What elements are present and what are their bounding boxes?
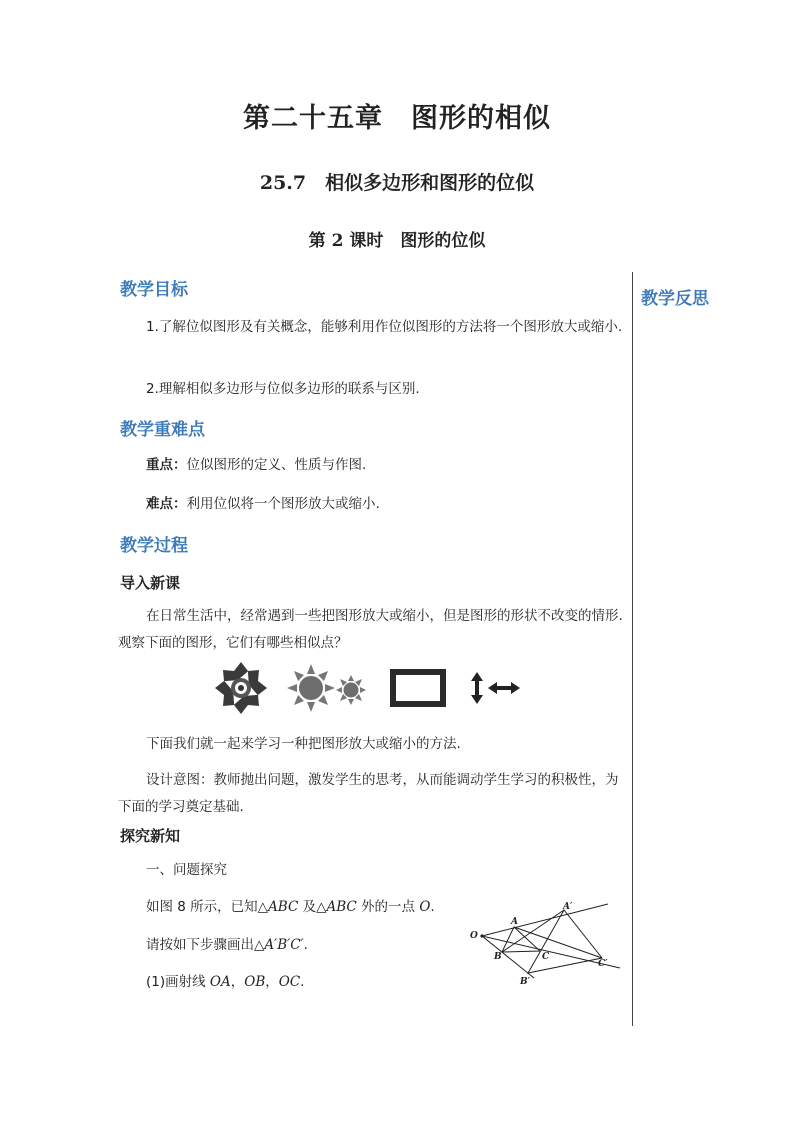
- text-part: 如图 8 所示，已知△: [146, 899, 269, 915]
- design-paragraph: 设计意图：教师抛出问题，激发学生的思考，从而能调动学生学习的积极性，为下面的学习奠定基础.: [118, 772, 619, 815]
- triangle-a2b2c2: [528, 910, 602, 973]
- sidebar-heading: 教学反思: [641, 289, 709, 309]
- key-point-label: 重点：: [146, 457, 187, 473]
- ray-name: OB: [244, 974, 266, 990]
- difficult-point: [118, 491, 624, 518]
- intro-heading: 导入新课: [120, 574, 181, 592]
- text-part: ，: [230, 974, 245, 990]
- sun-large-icon: [287, 664, 335, 712]
- vertical-arrow-icon: [471, 672, 483, 704]
- text-part: 请按如下步骤画出△: [146, 937, 265, 953]
- sun-small-icon: [336, 675, 366, 705]
- text-part: 外的一点: [356, 899, 420, 915]
- triangle-name: ABC: [326, 899, 357, 915]
- text-part: .: [300, 974, 305, 990]
- column-divider: [632, 272, 633, 1026]
- objective-item-2: 2.理解相似多边形与位似多边形的联系与区别.: [146, 381, 420, 397]
- chapter-title: 第二十五章 图形的相似: [243, 103, 551, 134]
- ray-name: OC: [278, 974, 301, 990]
- label-b-prime: B′: [520, 977, 530, 987]
- method-paragraph: 下面我们就一起来学习一种把图形放大或缩小的方法.: [146, 736, 461, 752]
- step-1-text: [118, 969, 448, 996]
- objectives-heading: 教学目标: [120, 280, 188, 300]
- difficult-point-text: 利用位似将一个图形放大或缩小.: [186, 496, 380, 512]
- label-a: A: [511, 917, 518, 927]
- flower-star-icon: [215, 662, 267, 714]
- triangle-name: ABC: [268, 899, 299, 915]
- text-part: .: [430, 899, 435, 915]
- ray-name: OA: [209, 974, 231, 990]
- text-part: 及△: [298, 899, 327, 915]
- figure-intro-text: [118, 894, 448, 921]
- text-part: .: [303, 937, 308, 953]
- triangle-name: A′B′C′: [264, 937, 304, 953]
- objective-item-1: 1.了解位似图形及有关概念，能够利用作位似图形的方法将一个图形放大或缩小.: [146, 319, 623, 335]
- frame-rectangle-icon: [393, 672, 443, 704]
- key-point: [118, 452, 624, 479]
- keypoints-heading: 教学重难点: [120, 420, 205, 440]
- intro-paragraph: 在日常生活中，经常遇到一些把图形放大或缩小，但是图形的形状不改变的情形. 观察下面的图形，它们有哪些相似点？: [118, 608, 623, 651]
- label-o: O: [470, 931, 478, 941]
- horizontal-arrow-icon: [488, 682, 520, 694]
- text-part: ，: [265, 974, 279, 990]
- difficult-point-label: 难点：: [146, 496, 187, 512]
- label-c: C: [542, 952, 550, 962]
- section-title: 25.7 相似多边形和图形的位似: [259, 172, 535, 194]
- text-part: (1)画射线: [146, 974, 210, 990]
- homothety-figure: [462, 896, 627, 990]
- explore-heading: 探究新知: [120, 827, 181, 845]
- step-instruction-text: [118, 932, 448, 959]
- ray-oa: [482, 904, 608, 936]
- shapes-illustration: [215, 660, 525, 716]
- point-name: O: [419, 899, 431, 915]
- process-heading: 教学过程: [120, 536, 188, 556]
- label-c-prime: C′: [598, 959, 608, 969]
- label-a-prime: A′: [563, 902, 573, 912]
- point-o: [480, 934, 483, 937]
- key-point-text: 位似图形的定义、性质与作图.: [186, 457, 367, 473]
- label-b: B: [494, 952, 502, 962]
- lesson-title: 第 2 课时 图形的位似: [308, 231, 486, 251]
- explore-subheading: 一、问题探究: [146, 862, 227, 878]
